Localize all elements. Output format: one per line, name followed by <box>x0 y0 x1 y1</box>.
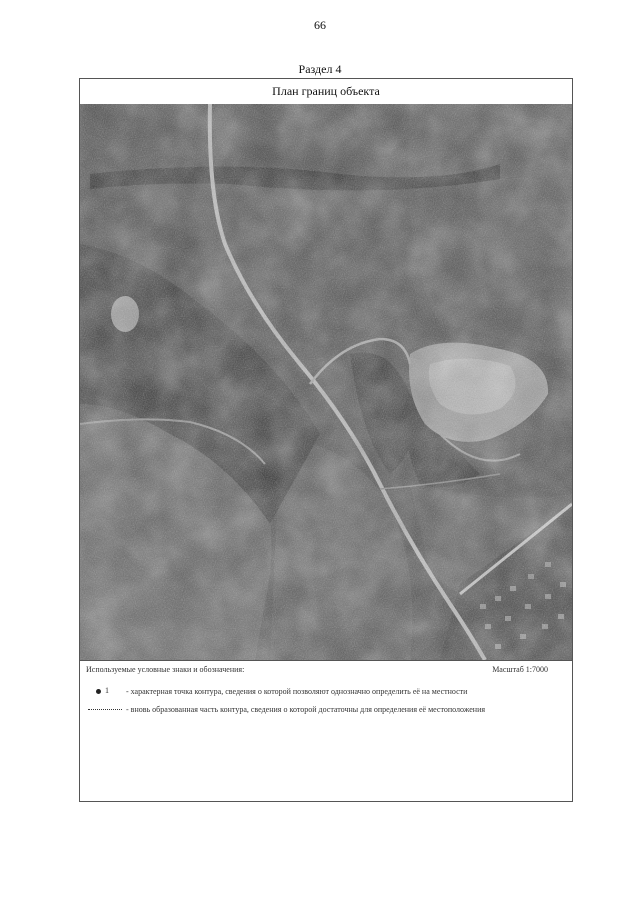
legend-title: Используемые условные знаки и обозначения: <box>86 665 245 674</box>
legend-symbol <box>86 687 126 697</box>
dotted-line-symbol <box>88 709 122 710</box>
map-scale: Масштаб 1:7000 <box>492 665 548 674</box>
satellite-map-graphic <box>80 104 572 660</box>
characteristic-point-marker <box>96 689 101 694</box>
legend-item-new-contour <box>86 705 556 715</box>
legend-item-text: - вновь образованная часть контура, сведения о которой достаточны для определения её местоположения <box>126 705 486 714</box>
legend-item-characteristic-point <box>86 687 556 697</box>
legend <box>80 660 572 801</box>
point-number-label: 1 <box>105 686 109 695</box>
page-number: 66 <box>314 18 326 32</box>
object-boundary-plan-frame <box>79 78 573 802</box>
section-title: Раздел 4 <box>298 62 342 76</box>
legend-item-text: - характерная точка контура, сведения о которой позволяют однозначно определить её на местности <box>126 687 468 696</box>
satellite-map-image <box>80 104 572 660</box>
frame-title: План границ объекта <box>80 79 572 105</box>
legend-symbol <box>86 705 126 715</box>
